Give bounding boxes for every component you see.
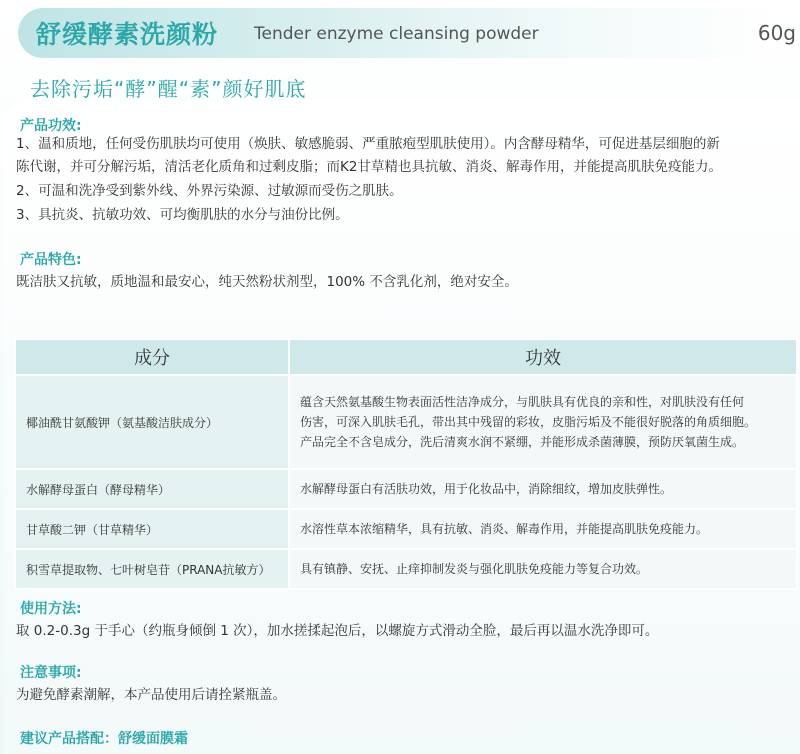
product-slogan: 去除污垢“酵”醒“素”颜好肌底 — [30, 77, 307, 101]
product-title-en: Tender enzyme cleansing powder — [254, 24, 539, 44]
efficacy-line-4: 3、具抗炎、抗敏功效、可均衡肌肤的水分与油份比例。 — [16, 207, 349, 223]
product-title-cn: 舒缓酵素洗颜粉 — [36, 20, 219, 49]
table-cell-effect — [289, 469, 797, 509]
efficacy-line-1: 1、温和质地，任何受伤肌肤均可使用（焕肤、敏感脆弱、严重脓疱型肌肤使用）。内含酵母精华，可促进基层细胞的新 — [16, 136, 720, 152]
efficacy-line-3: 2、可温和洗净受到紫外线、外界污染源、过敏源而受伤之肌肤。 — [16, 183, 403, 199]
usage-title: 使用方法: — [20, 601, 82, 617]
notice-text: 为避免酵素潮解，本产品使用后请拴紧瓶盖。 — [16, 687, 286, 703]
notice-title: 注意事项: — [20, 665, 82, 681]
table-row — [15, 509, 797, 549]
efficacy-line-2: 陈代谢，并可分解污垢，清活老化质角和过剩皮脂；而K2甘草精也具抗敏、消炎、解毒作用，并能提高肌肤免疫能力。 — [16, 159, 722, 175]
effect-line: 蕴含天然氨基酸生物表面活性洁净成分，与肌肤具有优良的亲和性，对肌肤没有任何 — [300, 395, 745, 409]
table-cell-ingredient: 积雪草提取物、七叶树皂苷（PRANA抗敏方） — [15, 549, 289, 589]
table-row — [15, 549, 797, 589]
table-header-row — [15, 339, 797, 375]
effect-line: 水溶性草本浓缩精华，具有抗敏、消炎、解毒作用，并能提高肌肤免疫能力。 — [300, 522, 709, 536]
effect-line: 水解酵母蛋白有活肤功效，用于化妆品中，消除细纹，增加皮肤弹性。 — [300, 482, 673, 496]
suggest-title: 建议产品搭配：舒缓面膜霜 — [20, 731, 188, 747]
features-title: 产品特色: — [20, 252, 82, 268]
table-cell-effect — [289, 375, 797, 469]
table-row — [15, 469, 797, 509]
usage-text: 取 0.2-0.3g 于手心（约瓶身倾倒 1 次），加水搓揉起泡后，以螺旋方式滑动全脸，最后再以温水洗净即可。 — [16, 623, 659, 639]
effect-line: 具有镇静、安抚、止痒抑制发炎与强化肌肤免疫能力等复合功效。 — [300, 562, 649, 576]
table-cell-ingredient: 水解酵母蛋白（酵母精华） — [15, 469, 289, 509]
table-cell-effect — [289, 549, 797, 589]
table-cell-effect — [289, 509, 797, 549]
efficacy-title: 产品功效: — [20, 118, 82, 134]
table-cell-ingredient: 椰油酰甘氨酸钾（氨基酸洁肤成分） — [15, 375, 289, 469]
table-cell-ingredient: 甘草酸二钾（甘草精华） — [15, 509, 289, 549]
table-header-effect: 功效 — [289, 339, 797, 375]
ingredient-table — [14, 338, 798, 590]
table-header-ingredient: 成分 — [15, 339, 289, 375]
table-row — [15, 375, 797, 469]
effect-line: 伤害，可深入肌肤毛孔，带出其中残留的彩妆，皮脂污垢及不能很好脱落的角质细胞。 — [300, 415, 757, 429]
features-text: 既洁肤又抗敏，质地温和最安心，纯天然粉状剂型，100% 不含乳化剂，绝对安全。 — [16, 274, 518, 290]
product-weight: 60g — [757, 21, 796, 45]
effect-line: 产品完全不含皂成分，洗后清爽水润不紧绷，并能形成杀菌薄膜，预防厌氧菌生成。 — [300, 435, 745, 449]
